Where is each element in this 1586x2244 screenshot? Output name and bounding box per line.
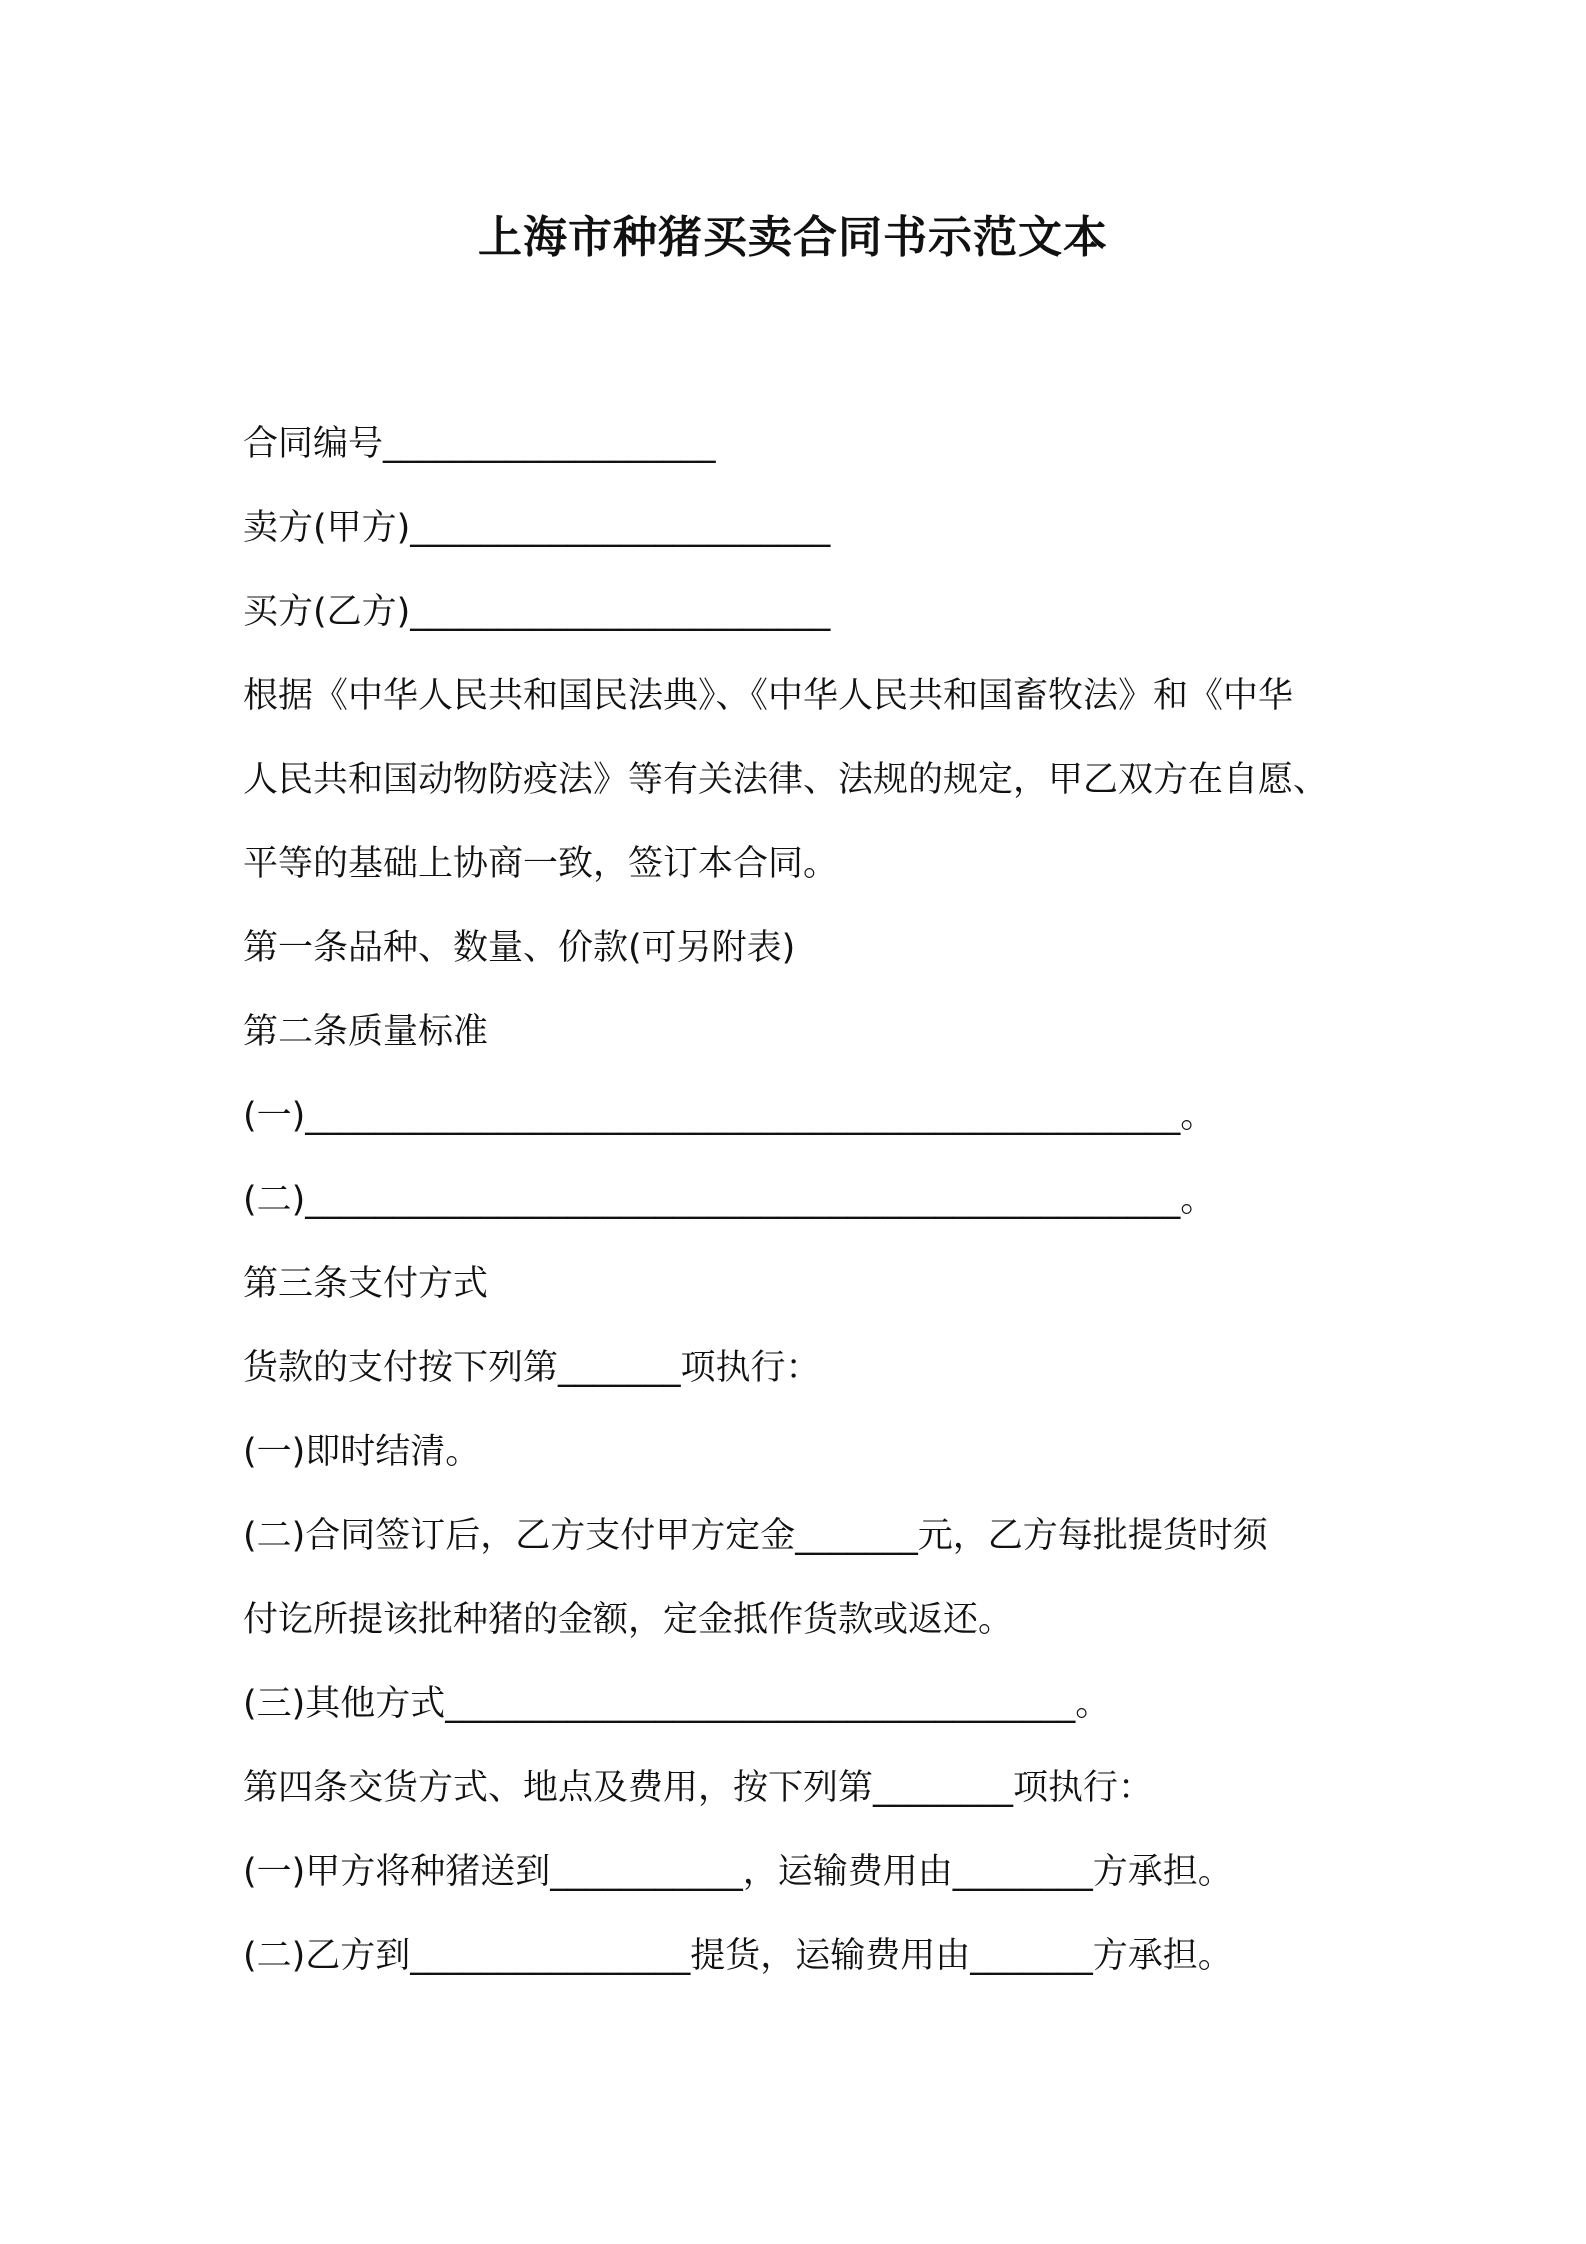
article-4-item-2: (二)乙方到________________提货，运输费用由_______方承担。: [243, 1936, 1233, 1976]
document-body: [243, 402, 1363, 1998]
article-2-heading: 第二条质量标准: [243, 1012, 489, 1052]
article-3-heading: 第三条支付方式: [243, 1264, 489, 1304]
article-1-heading: 第一条品种、数量、价款(可另附表): [243, 928, 796, 968]
preamble-line-3: 平等的基础上协商一致，签订本合同。: [243, 844, 839, 884]
article-3-item-2-line-2: 付讫所提该批种猪的金额，定金抵作货款或返还。: [243, 1600, 1014, 1640]
article-2-item-2: (二)__________________________________________________。: [243, 1180, 1216, 1220]
document-title: 上海市种猪买卖合同书示范文本: [478, 212, 1108, 263]
article-4-item-1: (一)甲方将种猪送到___________，运输费用由________方承担。: [243, 1852, 1233, 1892]
article-3-item-1: (一)即时结清。: [243, 1432, 481, 1472]
article-2-item-1: (一)__________________________________________________。: [243, 1096, 1216, 1136]
article-3-item-2-line-1: (二)合同签订后，乙方支付甲方定金_______元，乙方每批提货时须: [243, 1516, 1268, 1556]
preamble-line-2: 人民共和国动物防疫法》等有关法律、法规的规定，甲乙双方在自愿、: [243, 760, 1329, 800]
article-3-intro: 货款的支付按下列第_______项执行：: [243, 1348, 821, 1388]
article-4-heading: 第四条交货方式、地点及费用，按下列第________项执行：: [243, 1768, 1154, 1808]
buyer-line: 买方(乙方)________________________: [243, 592, 831, 632]
contract-number-line: 合同编号___________________: [243, 424, 716, 464]
seller-line: 卖方(甲方)________________________: [243, 508, 831, 548]
article-3-item-3: (三)其他方式____________________________________。: [243, 1684, 1111, 1724]
preamble-line-1: 根据《中华人民共和国民法典》、《中华人民共和国畜牧法》和《中华: [243, 676, 1294, 716]
